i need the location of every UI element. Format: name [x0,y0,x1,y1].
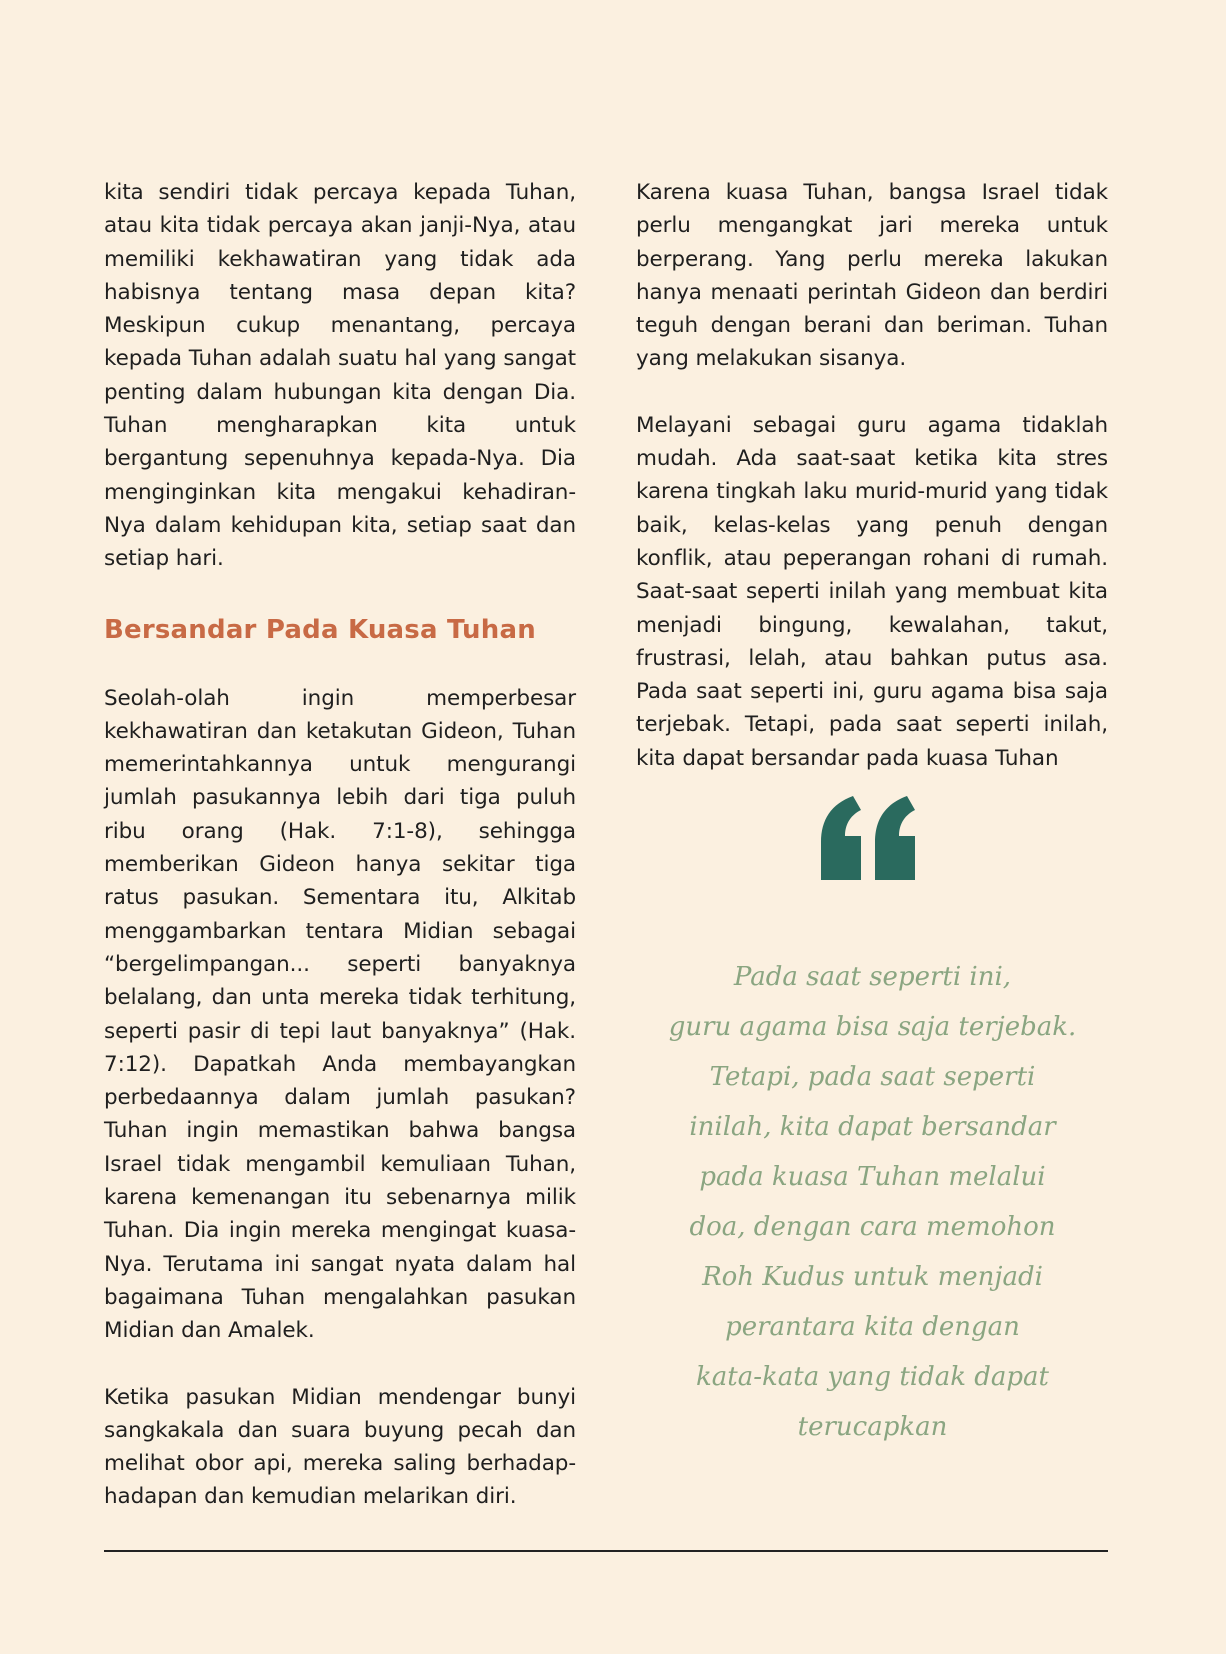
left-paragraph-1: kita sendiri tidak percaya kepada Tuhan, atau kita tidak percaya akan janji-Nya, atau memiliki kekhawatiran yang tidak ada habisnya tentang masa depan kita? Meskipun cukup menantang, percaya kepada Tuhan adalah suatu hal yang sangat penting dalam hubungan kita dengan Dia. Tuhan mengharapkan kita untuk bergantung sepenuhnya kepada-Nya. Dia menginginkan kita mengakui kehadiran-Nya dalam kehidupan kita, setiap saat dan setiap hari. [104,180,576,572]
left-paragraph-3: Ketika pasukan Midian mendengar bunyi sangkakala dan suara buyung pecah dan melihat obor api, mereka saling berhadap-hadapan dan kemudian melarikan diri. [104,1384,576,1510]
left-column [104,176,576,1514]
pull-quote-line: pada kuasa Tuhan melalui [699,1162,1046,1192]
right-paragraph-2: Melayani sebagai guru agama tidaklah mudah. Ada saat-saat ketika kita stres karena tingkah laku murid-murid yang tidak baik, kelas-kelas yang penuh dengan konflik, atau peperangan rohani di rumah. Saat-saat seperti inilah yang membuat kita menjadi bingung, kewalahan, takut, frustrasi, lelah, atau bahkan putus asa. Pada saat seperti ini, guru agama bisa saja terjebak. Tetapi, pada saat seperti inilah, kita dapat bersandar pada kuasa Tuhan [636,412,1108,771]
pull-quote-line: Roh Kudus untuk menjadi [702,1262,1043,1292]
section-heading: Bersandar Pada Kuasa Tuhan [104,614,536,645]
pull-quote-line: Pada saat seperti ini, [733,962,1012,992]
footer-divider [104,1550,1108,1552]
open-double-quote-icon [815,790,925,900]
right-paragraph-1: Karena kuasa Tuhan, bangsa Israel tidak perlu mengangkat jari mereka untuk berperang. Yang perlu mereka lakukan hanya menaati perintah Gideon dan berdiri teguh dengan berani dan beriman. Tuhan yang melakukan sisanya. [636,180,1108,372]
pull-quote-line: inilah, kita dapat bersandar [689,1112,1056,1142]
pull-quote [640,952,1105,1452]
pull-quote-line: guru agama bisa saja terjebak. [668,1012,1077,1042]
right-column [636,176,1108,775]
pull-quote-line: Tetapi, pada saat seperti [709,1062,1036,1092]
pull-quote-line: doa, dengan cara memohon [689,1212,1056,1242]
pull-quote-line: kata-kata yang tidak dapat [696,1362,1049,1392]
pull-quote-line: perantara kita dengan [725,1312,1020,1342]
pull-quote-line: terucapkan [797,1412,948,1442]
left-paragraph-2: Seolah-olah ingin memperbesar kekhawatiran dan ketakutan Gideon, Tuhan memerintahkannya untuk mengurangi jumlah pasukannya lebih dari tiga puluh ribu orang (Hak. 7:1-8), sehingga memberikan Gideon hanya sekitar tiga ratus pasukan. Sementara itu, Alkitab menggambarkan tentara Midian sebagai “bergelimpangan... seperti banyaknya belalang, dan unta mereka tidak terhitung, seperti pasir di tepi laut banyaknya” (Hak. 7:12). Dapatkah Anda membayangkan perbedaannya dalam jumlah pasukan? Tuhan ingin memastikan bahwa bangsa Israel tidak mengambil kemuliaan Tuhan, karena kemenangan itu sebenarnya milik Tuhan. Dia ingin mereka mengingat kuasa-Nya. Terutama ini sangat nyata dalam hal bagaimana Tuhan mengalahkan pasukan Midian dan Amalek. [104,685,576,1344]
